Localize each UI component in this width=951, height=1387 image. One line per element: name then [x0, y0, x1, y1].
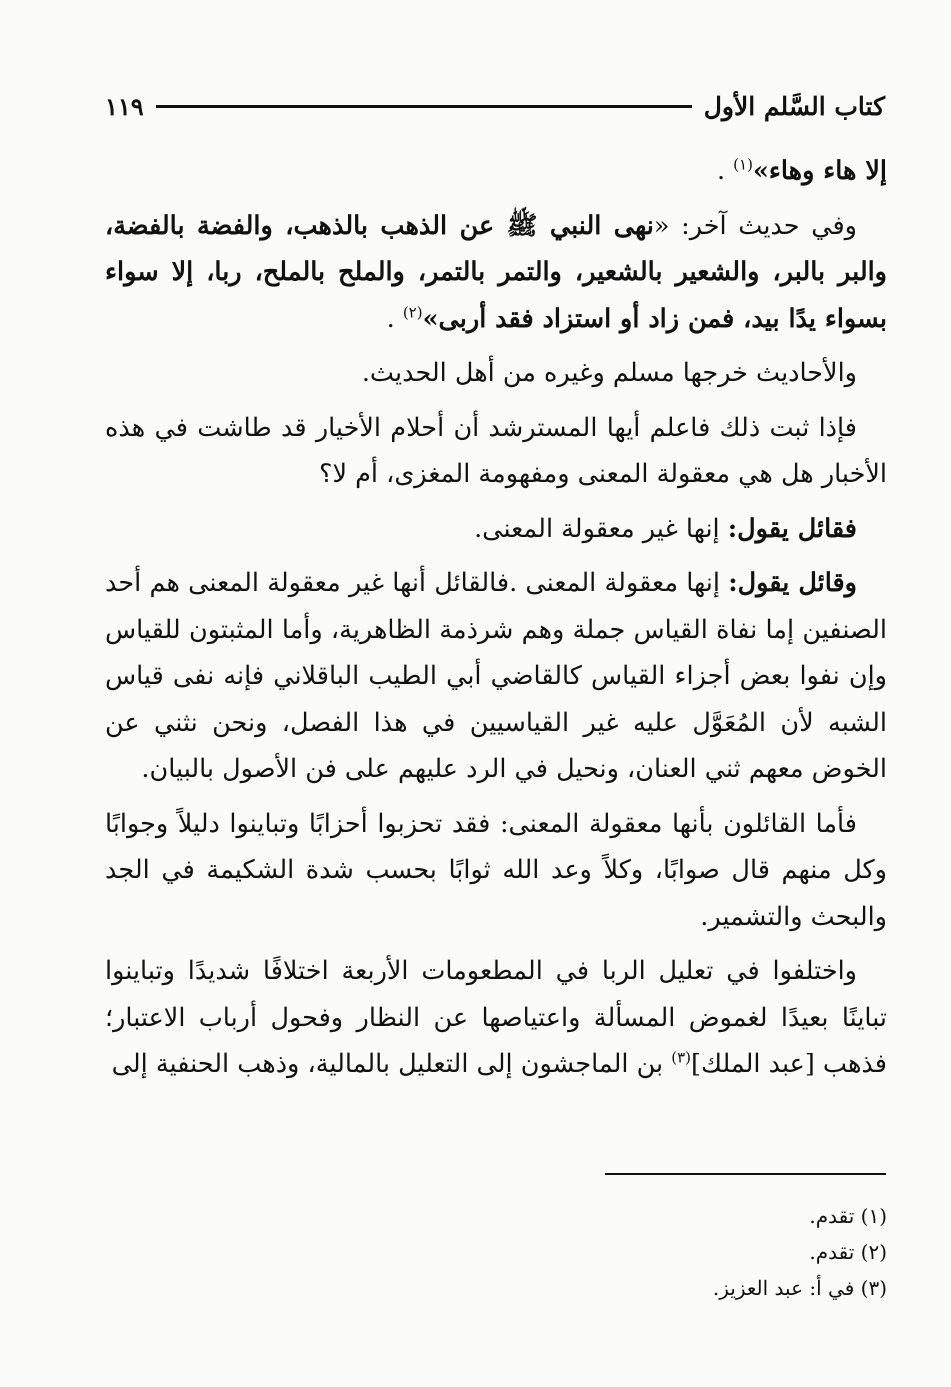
page-number: ١١٩ — [105, 91, 144, 121]
footnotes — [105, 1198, 887, 1306]
paragraph — [105, 948, 887, 1088]
paragraph — [105, 506, 887, 553]
book-title: كتاب السَّلم الأول — [703, 91, 885, 121]
paragraph — [105, 148, 887, 195]
footnote-separator — [605, 1173, 886, 1175]
footnote: (٢) تقدم. — [809, 1240, 887, 1264]
paragraph-text: فأما القائلون بأنها معقولة المعنى: فقد تحزبوا أحزابًا وتباينوا دليلاً وجوابًا وكل منهم قال صوابًا، وكلاً وعد الله ثوابًا بحسب شدة الشكيمة في الجد والبحث والتشمير. — [105, 808, 887, 932]
paragraph-text: إنها غير معقولة المعنى. — [474, 513, 728, 544]
bold-text: إلا هاء وهاء» — [752, 156, 887, 186]
running-header — [105, 88, 885, 124]
footnote-ref: (١) — [733, 155, 753, 174]
footnote: (٣) في أ: عبد العزيز. — [712, 1276, 887, 1300]
header-rule — [156, 105, 692, 108]
footnote-ref: (٣) — [671, 1048, 691, 1067]
paragraph-text: والأحاديث خرجها مسلم وغيره من أهل الحديث. — [361, 358, 857, 388]
paragraph — [105, 203, 887, 343]
bold-text: فقائل يقول: — [727, 513, 857, 544]
paragraph — [105, 801, 887, 941]
paragraph-lead: واختلفوا في تعليل الربا في المطعومات الأربعة اختلافًا شديدًا وتباينوا تباينًا بعيدًا لغموض المسألة واعتياصها عن النظار وفحول أرباب الاعتبار؛ فذهب [عبد الملك] — [105, 956, 887, 1079]
paragraph — [105, 560, 887, 793]
bold-text: وقائل يقول: — [728, 568, 857, 598]
paragraph — [105, 350, 887, 397]
paragraph-text: . — [386, 303, 403, 334]
paragraph-text: . — [716, 156, 734, 186]
footnote: (١) تقدم. — [809, 1204, 887, 1228]
paragraph-text: فإذا ثبت ذلك فاعلم أيها المسترشد أن أحلام الأخيار قد طاشت في هذه الأخبار هل هي معقولة المعنى ومفهومة المغزى، أم لا؟ — [105, 412, 887, 489]
paragraph-lead: وفي حديث آخر: « — [653, 210, 857, 241]
bold-text: نهى النبي ﷺ عن الذهب بالذهب، والفضة بالفضة، والبر بالبر، والشعير بالشعير، والتمر بالتمر، والملح بالملح، ربا، إلا سواء بسواء يدًا بيد، فمن زاد أو استزاد فقد أربى» — [105, 210, 887, 334]
paragraph — [105, 405, 887, 498]
main-text — [105, 148, 887, 1096]
paragraph-text: إنها معقولة المعنى .فالقائل أنها غير معقولة المعنى هم أحد الصنفين إما نفاة القياس جملة وهم شرذمة الظاهرية، وأما المثبتون للقياس وإن نفوا بعض أجزاء القياس كالقاضي أبي الطيب الباقلاني فإنه نفى قياس الشبه لأن المُعَوَّل عليه غير القياسيين في هذا الفصل، ونحن نثني عن الخوض معهم ثني العنان، ونحيل في الرد عليهم على فن الأصول بالبيان. — [105, 568, 887, 784]
paragraph-text: بن الماجشون إلى التعليل بالمالية، وذهب الحنفية إلى — [111, 1049, 672, 1079]
footnote-ref: (٢) — [402, 303, 423, 321]
